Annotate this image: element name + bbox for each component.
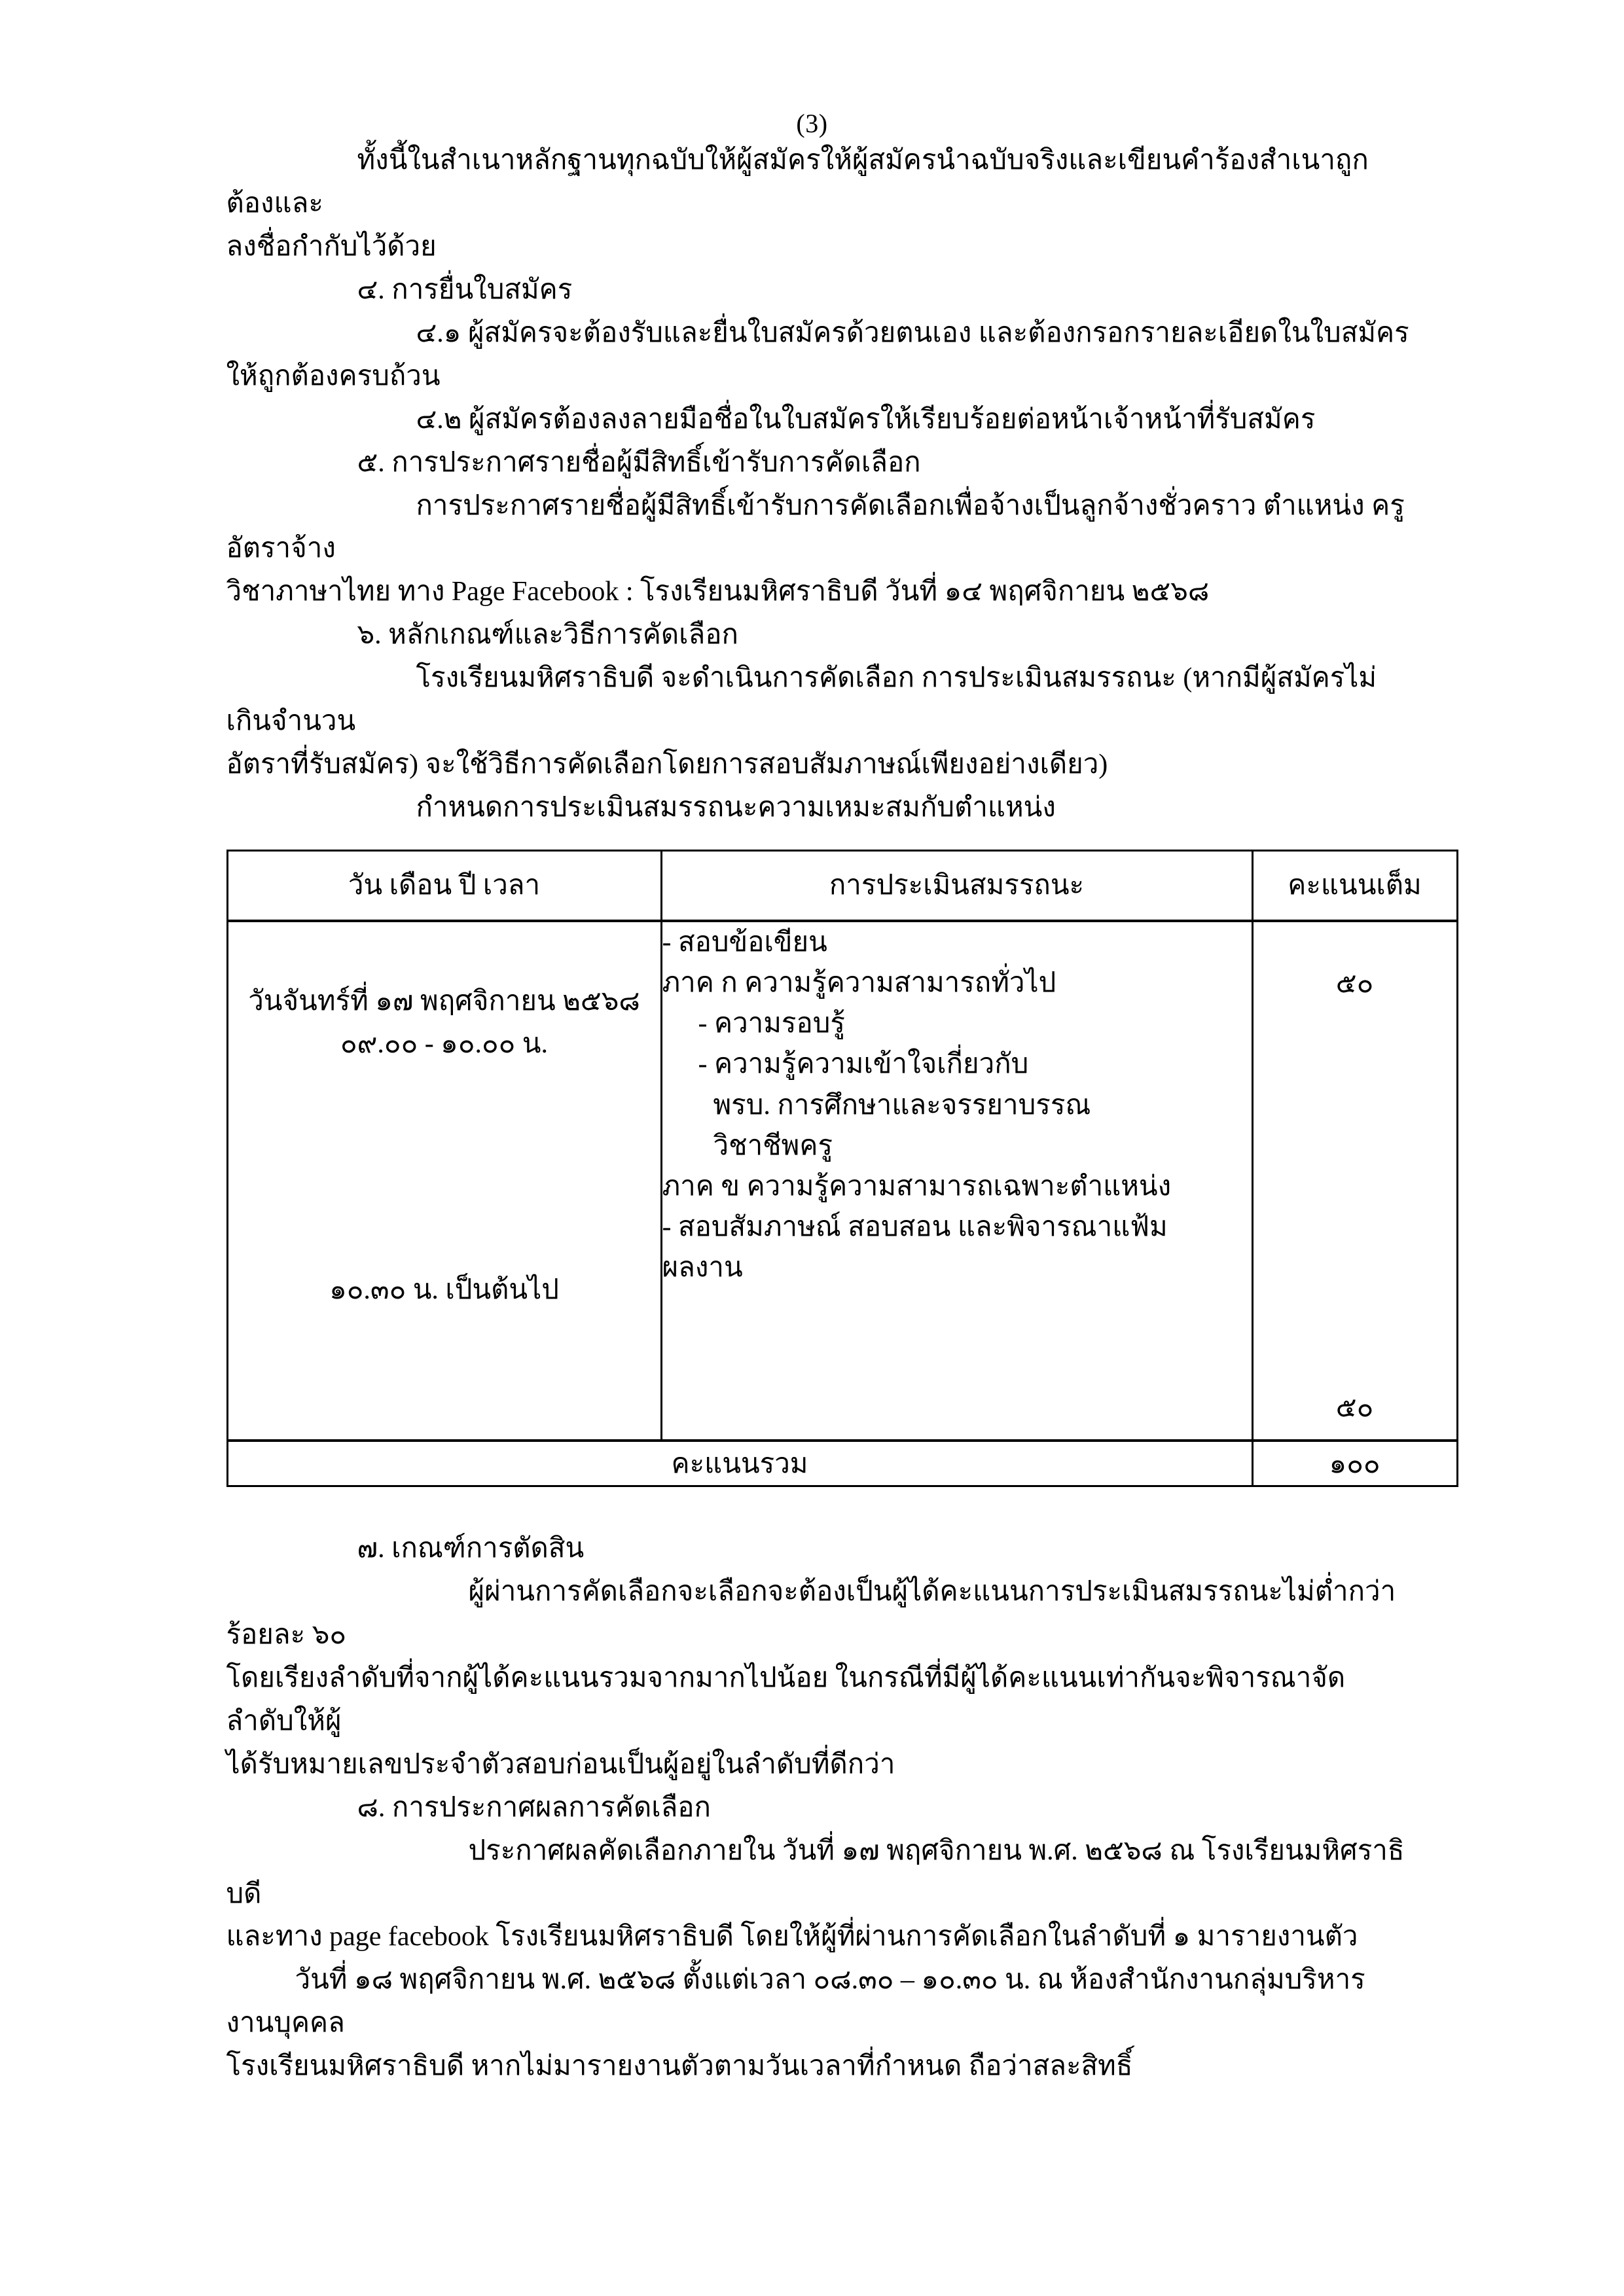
document-body <box>128 139 1496 830</box>
section-5-heading: ๕. การประกาศรายชื่อผู้มีสิทธิ์เข้ารับการคัดเลือก <box>357 447 921 478</box>
section-5-item-2: วิชาภาษาไทย ทาง Page Facebook : โรงเรียนมหิศราธิบดี วันที่ ๑๔ พฤศจิกายน ๒๕๖๘ <box>226 577 1210 607</box>
page-number: (3) <box>796 109 828 138</box>
section-8-item-4: โรงเรียนมหิศราธิบดี หากไม่มารายงานตัวตามวันเวลาที่กำหนด ถือว่าสละสิทธิ์ <box>226 2051 1133 2082</box>
section-8-item-1: ประกาศผลคัดเลือกภายใน วันที่ ๑๗ พฤศจิกายน พ.ศ. ๒๕๖๘ ณ โรงเรียนมหิศราธิบดี <box>226 1835 1405 1909</box>
assessment-line: ภาค ก ความรู้ความสามารถทั่วไป <box>662 968 1056 999</box>
section-4-item-3: ๔.๒ ผู้สมัครต้องลงลายมือชื่อในใบสมัครให้เรียบร้อยต่อหน้าเจ้าหน้าที่รับสมัคร <box>416 404 1316 435</box>
section-8-item-3: วันที่ ๑๘ พฤศจิกายน พ.ศ. ๒๕๖๘ ตั้งแต่เวลา ๐๘.๓๐ – ๑๐.๓๐ น. ณ ห้องสำนักงานกลุ่มบริหารงานบุคคล <box>226 1965 1365 2039</box>
header-full-score: คะแนนเต็ม <box>1252 851 1457 922</box>
assessment-schedule-table <box>226 850 1458 1487</box>
assessment-line: - ความรู้ความเข้าใจเกี่ยวกับ <box>698 1049 1029 1080</box>
date-line-3: ๑๐.๓๐ น. เป็นต้นไป <box>329 1275 559 1305</box>
total-value: ๑๐๐ <box>1252 1441 1457 1486</box>
section-7-item-3: ได้รับหมายเลขประจำตัวสอบก่อนเป็นผู้อยู่ในลำดับที่ดีกว่า <box>226 1749 895 1780</box>
score-written-test: ๕๐ <box>1335 969 1374 999</box>
table-head <box>227 851 1457 922</box>
total-label: คะแนนรวม <box>227 1441 1252 1486</box>
assessment-line: ผลงาน <box>662 1253 743 1283</box>
assessment-line: ภาค ข ความรู้ความสามารถเฉพาะตำแหน่ง <box>662 1171 1172 1202</box>
date-line-2: ๐๙.๐๐ - ๑๐.๐๐ น. <box>340 1028 548 1059</box>
schedule-table-wrapper <box>128 850 1496 1487</box>
table-row <box>227 921 1457 1441</box>
assessment-line: - ความรอบรู้ <box>698 1009 845 1039</box>
section-6-item-2: อัตราที่รับสมัคร) จะใช้วิธีการคัดเลือกโดยการสอบสัมภาษณ์เพียงอย่างเดียว) <box>226 749 1108 780</box>
table-caption: กำหนดการประเมินสมรรถนะความเหมะสมกับตำแหน่ง <box>416 793 1056 823</box>
section-8-heading: ๘. การประกาศผลการคัดเลือก <box>357 1792 711 1823</box>
cell-score <box>1252 921 1457 1441</box>
assessment-line: - สอบข้อเขียน <box>662 927 827 958</box>
assessment-line: วิชาชีพครู <box>713 1130 833 1161</box>
table-total-row <box>227 1441 1457 1486</box>
header-assessment: การประเมินสมรรถนะ <box>661 851 1252 922</box>
score-interview: ๕๐ <box>1335 1393 1374 1423</box>
section-4-heading: ๔. การยื่นใบสมัคร <box>357 274 573 305</box>
section-7-heading: ๗. เกณฑ์การตัดสิน <box>357 1534 585 1564</box>
header-date-time: วัน เดือน ปี เวลา <box>227 851 661 922</box>
cell-assessment <box>661 921 1252 1441</box>
document-body-after-table <box>128 1487 1496 2089</box>
cell-date-time <box>227 921 661 1441</box>
intro-line-1: ทั้งนี้ในสำเนาหลักฐานทุกฉบับให้ผู้สมัครให้ผู้สมัครนำฉบับจริงและเขียนคำร้องสำเนาถูกต้องและ <box>226 145 1369 219</box>
section-6-heading: ๖. หลักเกณฑ์และวิธีการคัดเลือก <box>357 620 738 651</box>
section-6-item-1: โรงเรียนมหิศราธิบดี จะดำเนินการคัดเลือก การประเมินสมรรถนะ (หากมีผู้สมัครไม่เกินจำนวน <box>226 663 1377 737</box>
table-body <box>227 921 1457 1486</box>
section-4-item-1: ๔.๑ ผู้สมัครจะต้องรับและยื่นใบสมัครด้วยตนเอง และต้องกรอกรายละเอียดในใบสมัคร <box>416 317 1409 348</box>
assessment-line: - สอบสัมภาษณ์ สอบสอน และพิจารณาแฟ้ม <box>662 1212 1168 1243</box>
intro-line-2: ลงชื่อกำกับไว้ด้วย <box>226 231 437 262</box>
section-8-item-2: และทาง page facebook โรงเรียนมหิศราธิบดี โดยให้ผู้ที่ผ่านการคัดเลือกในลำดับที่ ๑ มารายงานตัว <box>226 1922 1358 1952</box>
section-7-item-2: โดยเรียงลำดับที่จากผู้ได้คะแนนรวมจากมากไปน้อย ในกรณีที่มีผู้ได้คะแนนเท่ากันจะพิจารณาจัดลำดับให้ผู้ <box>226 1662 1346 1736</box>
date-line-1: วันจันทร์ที่ ๑๗ พฤศจิกายน ๒๕๖๘ <box>248 986 640 1016</box>
assessment-line: พรบ. การศึกษาและจรรยาบรรณ <box>713 1090 1091 1121</box>
section-7-item-1: ผู้ผ่านการคัดเลือกจะเลือกจะต้องเป็นผู้ได้คะแนนการประเมินสมรรถนะไม่ต่ำกว่าร้อยละ ๖๐ <box>226 1576 1396 1650</box>
section-4-item-2: ให้ถูกต้องครบถ้วน <box>226 361 441 391</box>
table-header-row <box>227 851 1457 922</box>
section-5-item-1: การประกาศรายชื่อผู้มีสิทธิ์เข้ารับการคัดเลือกเพื่อจ้างเป็นลูกจ้างชั่วคราว ตำแหน่ง ครูอัตราจ้าง <box>226 490 1405 564</box>
